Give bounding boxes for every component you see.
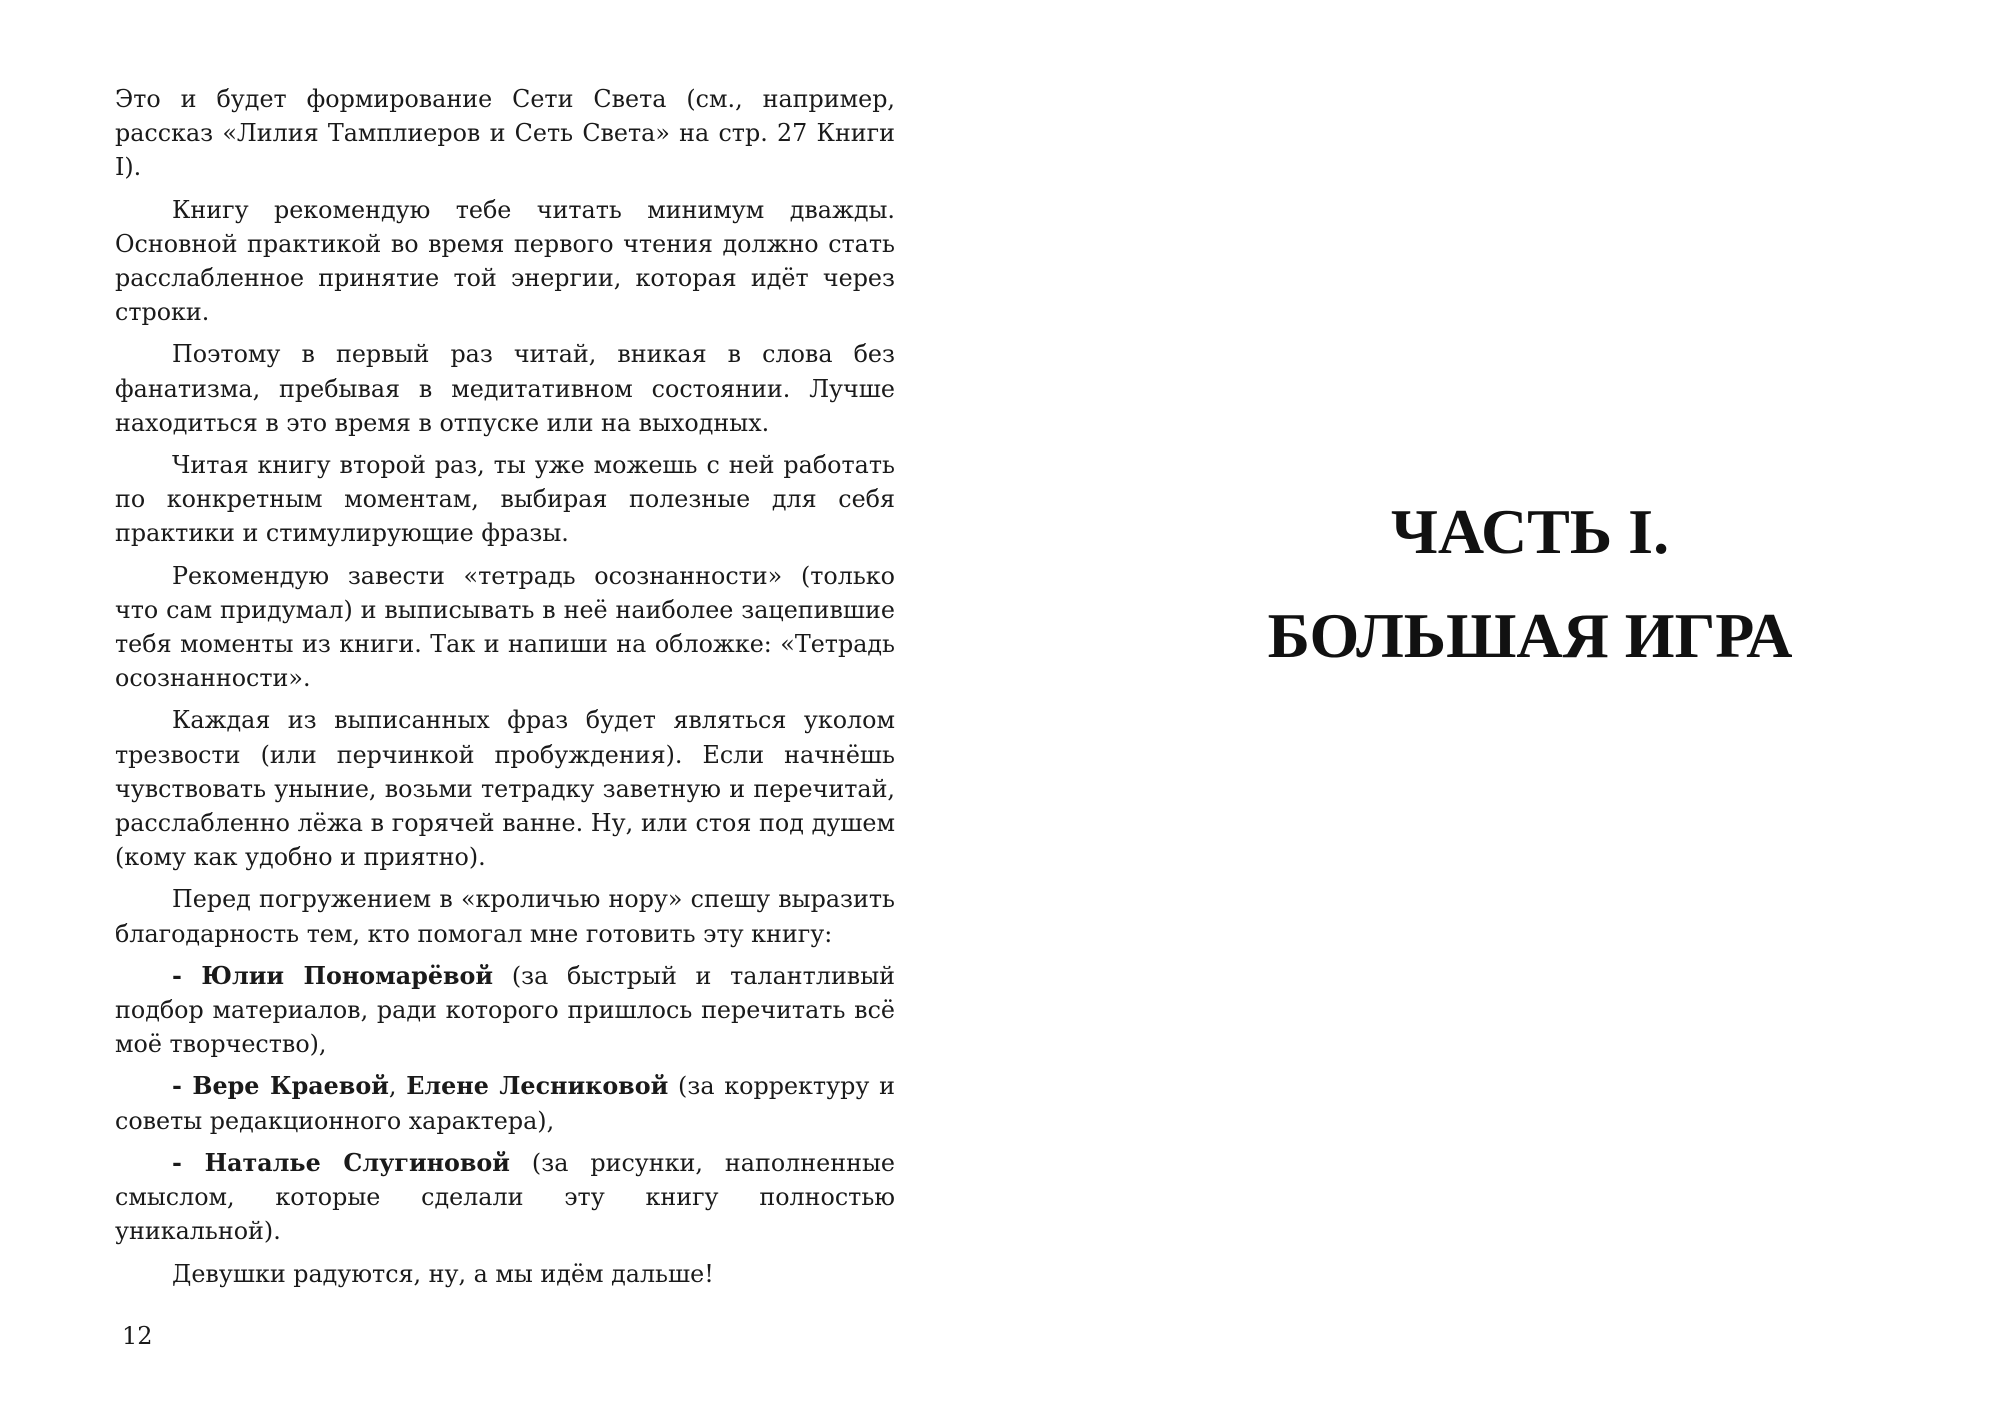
page-number: 12	[122, 1322, 153, 1350]
paragraph: Девушки радуются, ну, а мы идём дальше!	[172, 1259, 714, 1288]
acknowledgement-item: - Юлии Пономарёвой (за быстрый и талантливый подбор материалов, ради которого пришлось перечитать всё моё творчество),	[115, 961, 895, 1059]
right-page	[1000, 0, 2000, 1419]
acknowledged-name: - Вере Краевой	[172, 1072, 389, 1101]
paragraph: Книгу рекомендую тебе читать минимум дважды. Основной практикой во время первого чтения должно стать расслабленное принятие той энергии, которая идёт через строки.	[115, 195, 895, 327]
acknowledgement-item: - Вере Краевой, Елене Лесниковой (за корректуру и советы редакционного характера),	[115, 1072, 895, 1135]
chapter-title	[1230, 480, 1830, 688]
acknowledged-name: - Наталье Слугиновой	[172, 1148, 510, 1177]
chapter-title-line: БОЛЬШАЯ ИГРА	[1267, 600, 1793, 671]
paragraph: Каждая из выписанных фраз будет являться уколом трезвости (или перчинкой пробуждения). Если начнёшь чувствовать уныние, возьми тетрадку заветную и перечитай, расслабленно лёжа в горячей ванне. Ну, или стоя под душем (кому как удобно и приятно).	[115, 706, 895, 872]
acknowledged-name: - Юлии Пономарёвой	[172, 961, 494, 990]
acknowledged-name: Елене Лесниковой	[406, 1072, 669, 1101]
paragraph: Перед погружением в «кроличью нору» спешу выразить благодарность тем, кто помогал мне готовить эту книгу:	[115, 885, 895, 948]
paragraph: Поэтому в первый раз читай, вникая в слова без фанатизма, пребывая в медитативном состоянии. Лучше находиться в это время в отпуске или на выходных.	[115, 340, 895, 437]
paragraph: Читая книгу второй раз, ты уже можешь с ней работать по конкретным моментам, выбирая полезные для себя практики и стимулирующие фразы.	[115, 451, 895, 548]
acknowledgement-item: - Наталье Слугиновой (за рисунки, наполненные смыслом, которые сделали эту книгу полностью уникальной).	[115, 1148, 895, 1246]
paragraph: Это и будет формирование Сети Света (см., например, рассказ «Лилия Тамплиеров и Сеть Света» на стр. 27 Книги I).	[115, 85, 895, 182]
body-text	[115, 82, 895, 1299]
paragraph: Рекомендую завести «тетрадь осознанности» (только что сам придумал) и выписывать в неё наиболее зацепившие тебя моменты из книги. Так и напиши на обложке: «Тетрадь осознанности».	[115, 561, 895, 693]
chapter-title-line: ЧАСТЬ I.	[1390, 496, 1670, 567]
